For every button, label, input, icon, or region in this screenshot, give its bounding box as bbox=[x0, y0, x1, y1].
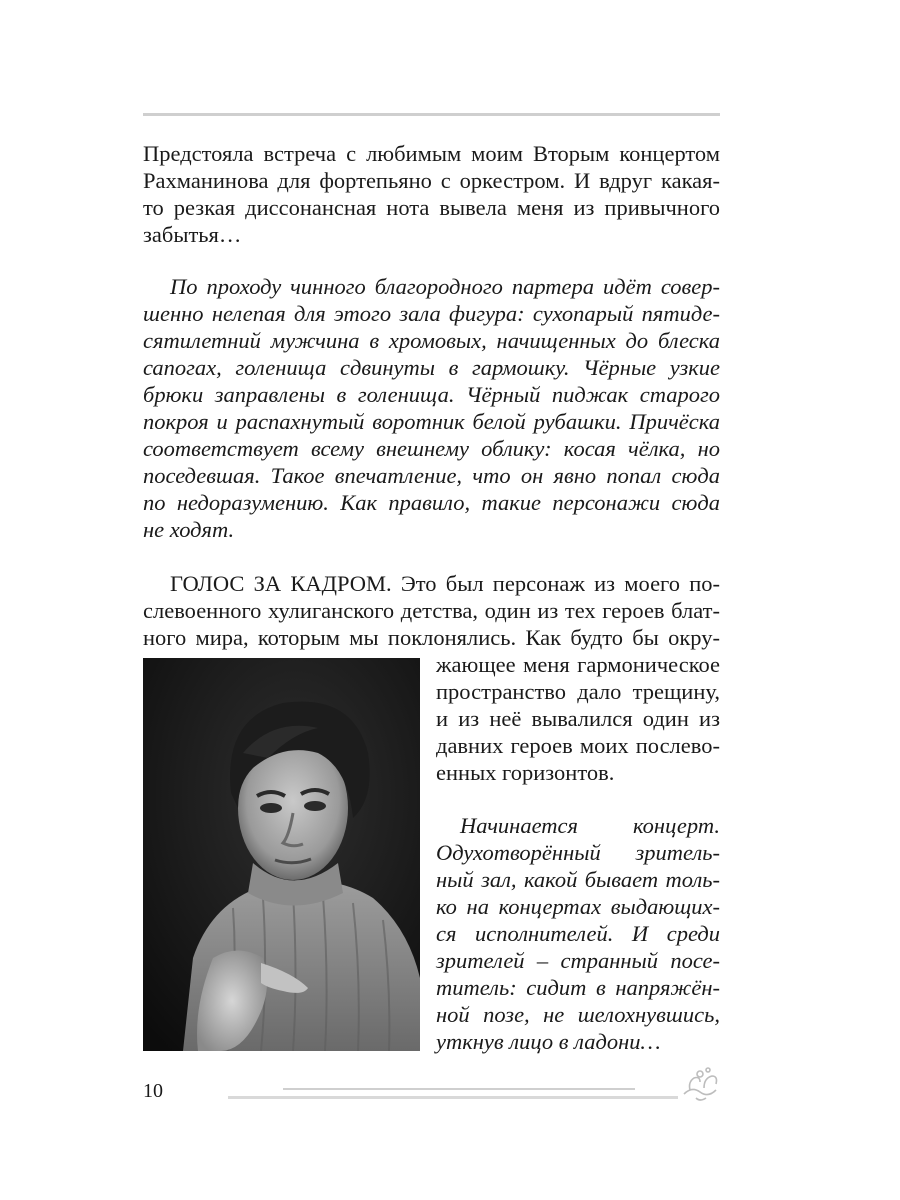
text-line: поседевшая. Такое впечатление, что он явно попал сюда bbox=[143, 463, 720, 488]
text-line: не ходят. bbox=[143, 517, 235, 542]
text-line: Рахманинова для фортепьяно с оркестром. И вдруг какая- bbox=[143, 168, 720, 193]
text-line: по недоразумению. Как правило, такие персонажи сюда bbox=[143, 490, 720, 515]
text-line: енных горизонтов. bbox=[436, 760, 615, 785]
floral-ornament-icon bbox=[678, 1064, 722, 1104]
text-line: слевоенного хулиганского детства, один из тех героев блат- bbox=[143, 598, 720, 623]
text-line: пространство дало трещину, bbox=[436, 679, 720, 704]
text-line: ГОЛОС ЗА КАДРОМ. Это был персонаж из моего по- bbox=[170, 571, 720, 596]
footer-rule bbox=[283, 1088, 635, 1090]
text-line: ко на концертах выдающих- bbox=[436, 894, 720, 919]
text-line: соответствует всему внешнему облику: косая чёлка, но bbox=[143, 436, 720, 461]
text-line: ный зал, какой бывает толь- bbox=[436, 867, 720, 892]
text-line: Предстояла встреча с любимым моим Вторым концертом bbox=[143, 141, 720, 166]
text-line: покроя и распахнутый воротник белой рубашки. Причёска bbox=[143, 409, 720, 434]
text-line: брюки заправлены в голенища. Чёрный пиджак старого bbox=[143, 382, 720, 407]
text-line: сятилетний мужчина в хромовых, начищенных до блеска bbox=[143, 328, 720, 353]
text-line: Начинается концерт. bbox=[460, 813, 720, 838]
text-line: забытья… bbox=[143, 222, 242, 247]
text-line: титель: сидит в напряжён- bbox=[436, 975, 720, 1000]
text-line: ся исполнителей. И среди bbox=[436, 921, 720, 946]
text-line: шенно нелепая для этого зала фигура: сухопарый пятиде- bbox=[143, 301, 720, 326]
top-rule bbox=[143, 113, 720, 116]
text-line: уткнув лицо в ладони… bbox=[436, 1029, 661, 1054]
text-line: и из неё вывалился один из bbox=[436, 706, 720, 731]
page-number: 10 bbox=[143, 1080, 163, 1102]
text-line: ного мира, которым мы поклонялись. Как будто бы окру- bbox=[143, 625, 720, 650]
text-line: зрителей – странный посе- bbox=[436, 948, 720, 973]
text-line: По проходу чинного благородного партера идёт совер- bbox=[170, 274, 720, 299]
text-line: ной позе, не шелохнувшись, bbox=[436, 1002, 720, 1027]
text-line: Одухотворённый зритель- bbox=[436, 840, 720, 865]
text-line: жающее меня гармоническое bbox=[436, 652, 720, 677]
text-line: сапогах, голенища сдвинуты в гармошку. Чёрные узкие bbox=[143, 355, 720, 380]
text-line: то резкая диссонансная нота вывела меня из привычного bbox=[143, 195, 720, 220]
portrait-photo bbox=[143, 658, 420, 1051]
text-line: давних героев моих послево- bbox=[436, 733, 720, 758]
footer-rule bbox=[228, 1096, 678, 1099]
